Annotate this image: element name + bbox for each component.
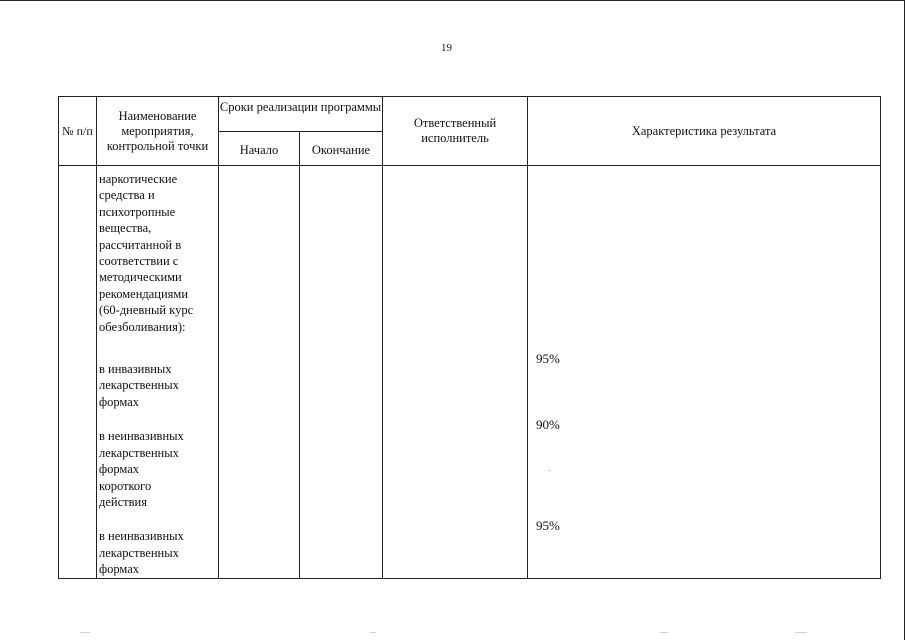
item-2-text xyxy=(99,428,216,510)
text-line: соответствии с xyxy=(99,254,179,269)
text-line: (60-дневный курс xyxy=(99,303,194,318)
text-line: формах xyxy=(99,562,140,577)
page-top-border xyxy=(0,0,905,1)
text-line: лекарственных xyxy=(99,378,179,393)
responsible-cell xyxy=(383,166,528,579)
scan-artifact xyxy=(80,632,90,633)
result-cell xyxy=(528,166,881,579)
header-start: Начало xyxy=(219,132,300,166)
header-responsible: Ответственный исполнитель xyxy=(383,97,528,166)
scan-artifact xyxy=(795,632,807,633)
result-value-2: 90% xyxy=(536,417,560,432)
text-line: формах xyxy=(99,462,140,477)
end-cell xyxy=(300,166,383,579)
scan-artifact xyxy=(548,470,551,471)
name-cell xyxy=(97,166,219,579)
item-1-text xyxy=(99,361,216,410)
header-result: Характеристика результата xyxy=(528,97,881,166)
text-line: в неинвазивных xyxy=(99,429,184,444)
program-table xyxy=(58,96,881,579)
text-line: рекомендациями xyxy=(99,286,189,301)
text-line: лекарственных xyxy=(99,445,179,460)
header-name: Наименование мероприятия, контрольной точки xyxy=(97,97,219,166)
text-line: рассчитанной в xyxy=(99,237,182,252)
text-line: в неинвазивных xyxy=(99,529,184,544)
text-line: формах xyxy=(99,394,140,409)
header-num: № п/п xyxy=(59,97,97,166)
table-row xyxy=(59,166,881,579)
page-number: 19 xyxy=(441,42,452,54)
text-line: наркотические xyxy=(99,172,178,186)
result-value-3: 95% xyxy=(536,518,560,533)
text-line: лекарственных xyxy=(99,545,179,560)
intro-text xyxy=(99,171,216,335)
header-row-1 xyxy=(59,97,881,132)
header-end: Окончание xyxy=(300,132,383,166)
start-cell xyxy=(219,166,300,579)
text-line: обезболивания): xyxy=(99,319,186,334)
text-line: психотропные xyxy=(99,204,176,219)
text-line: средства и xyxy=(99,188,155,203)
text-line: действия xyxy=(99,494,147,509)
item-3-text xyxy=(99,528,216,577)
scan-artifact xyxy=(370,632,376,633)
text-line: короткого xyxy=(99,478,152,493)
header-period: Сроки реализации программы xyxy=(219,97,383,132)
text-line: методическими xyxy=(99,270,182,285)
scan-artifact xyxy=(660,632,668,633)
text-line: в инвазивных xyxy=(99,362,172,377)
text-line: вещества, xyxy=(99,221,152,236)
result-value-1: 95% xyxy=(536,351,560,366)
num-cell xyxy=(59,166,97,579)
